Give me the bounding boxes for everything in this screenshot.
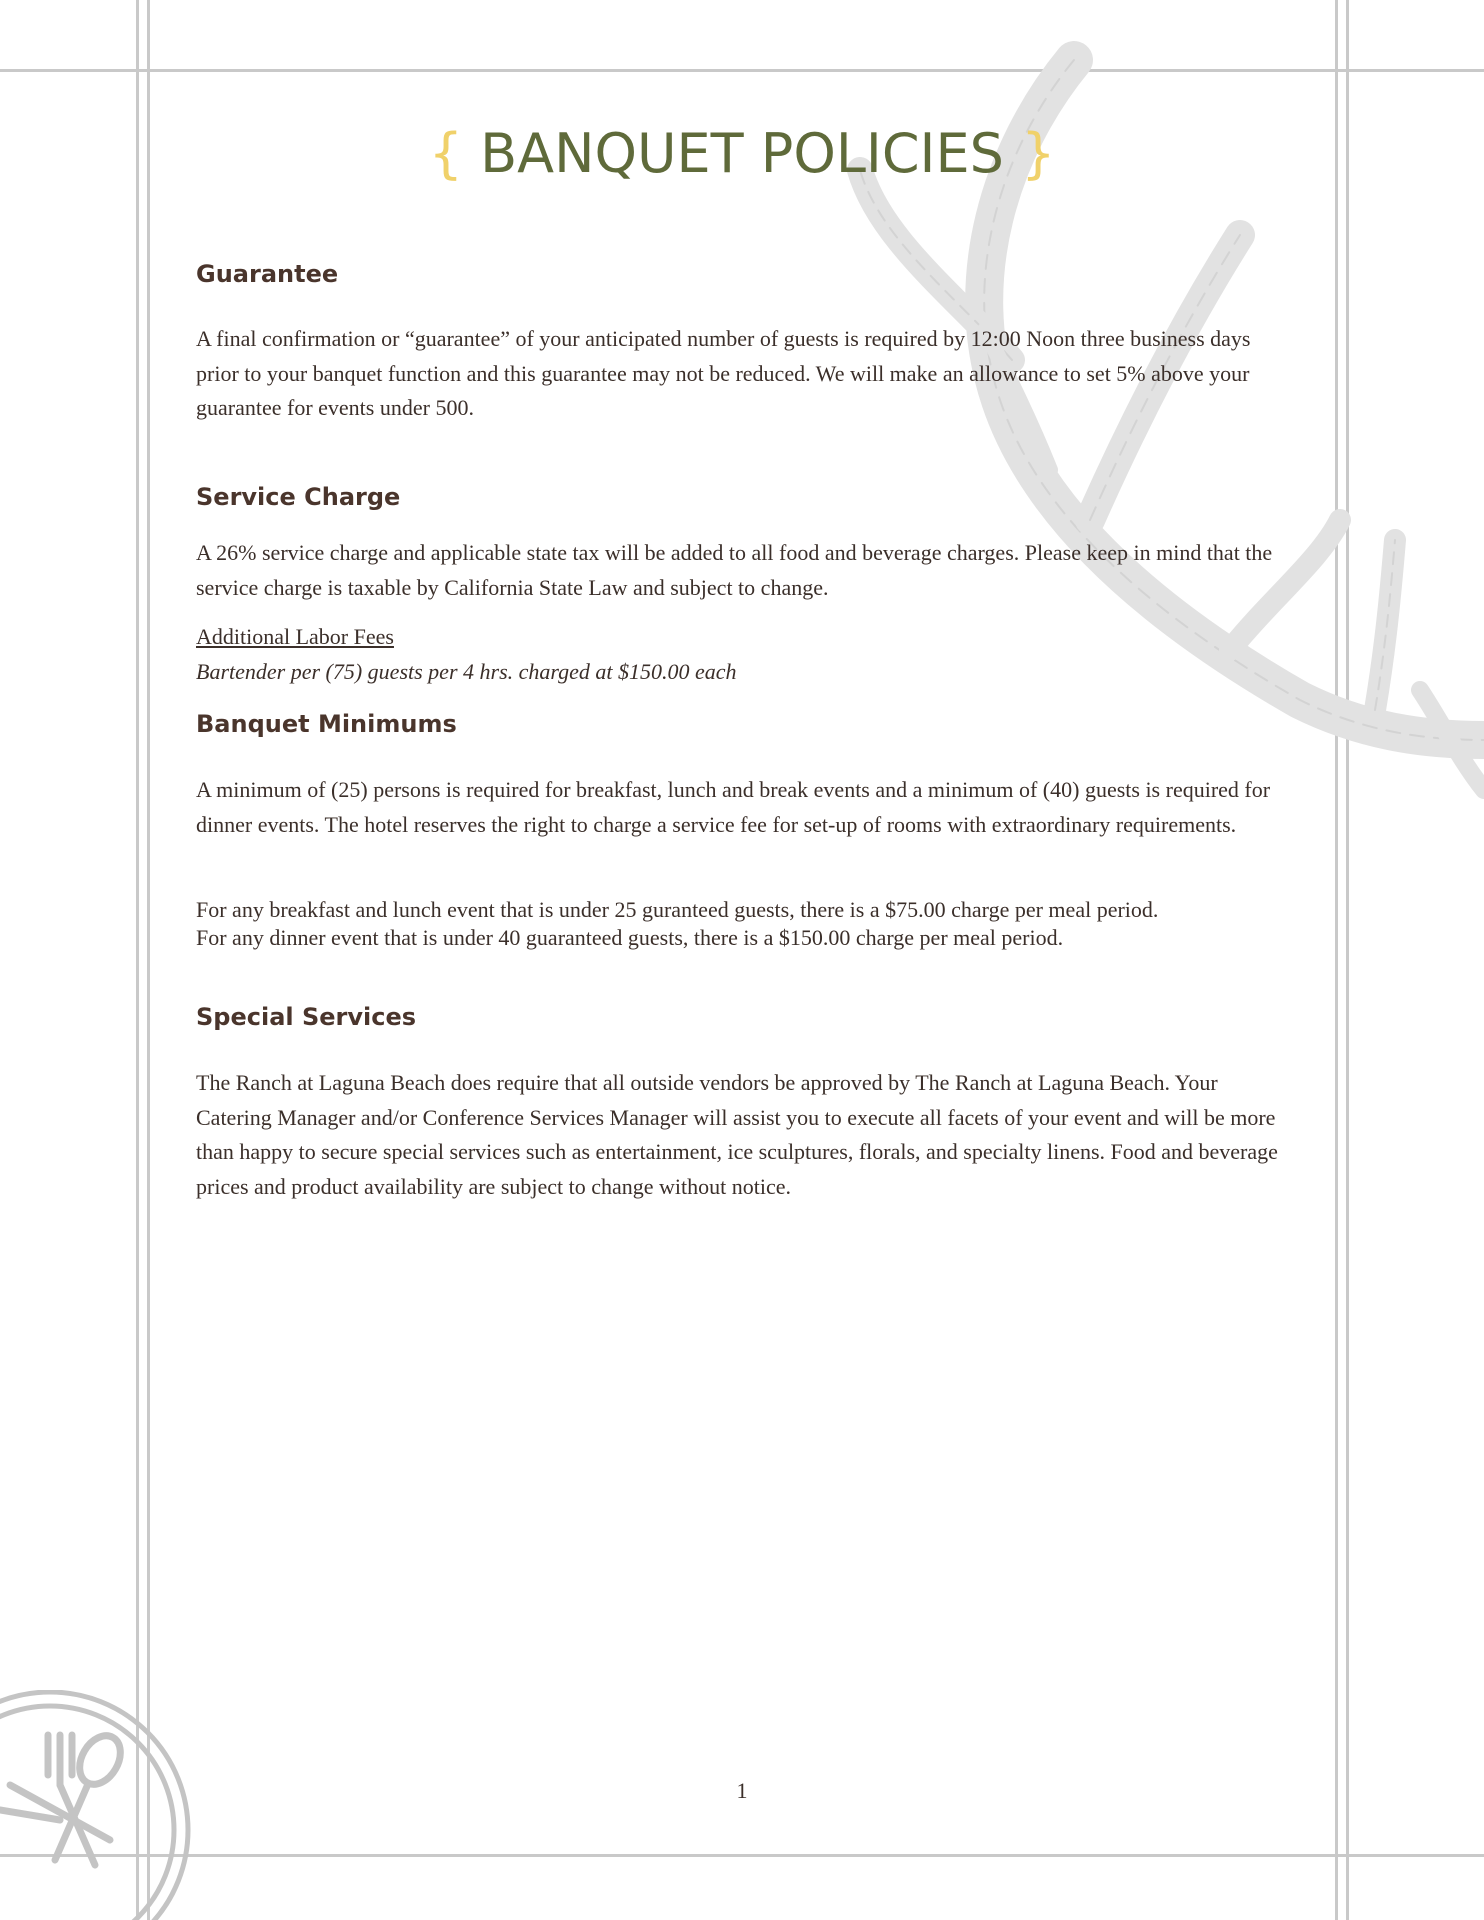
page-title — [0, 122, 1484, 185]
frame-line-right-outer — [1346, 0, 1349, 1920]
banquet-minimums-body: A minimum of (25) persons is required for breakfast, lunch and break events and a minimum of (40) guests is required for dinner events. The hotel reserves the right to charge a service fee for set-up of rooms with extraordinary requirements. — [196, 777, 1271, 837]
page-number: 1 — [736, 1778, 748, 1803]
frame-line-left-inner — [147, 0, 150, 1920]
frame-line-top — [0, 69, 1484, 72]
banquet-minimums-charge-line-1: For any breakfast and lunch event that is under 25 guranteed guests, there is a $75.00 charge per meal period. — [196, 897, 1159, 922]
special-services-heading: Special Services — [196, 1003, 417, 1031]
frame-line-bottom — [0, 1854, 1484, 1857]
service-charge-heading: Service Charge — [196, 483, 401, 511]
frame-line-right-inner — [1335, 0, 1338, 1920]
guarantee-body: A final confirmation or “guarantee” of your anticipated number of guests is required by 12:00 Noon three business days prior to your banquet function and this guarantee may not be reduced. We will make an allowance to set 5% above your guarantee for events under 500. — [196, 326, 1251, 420]
banquet-minimums-charge-line-2: For any dinner event that is under 40 guaranteed guests, there is a $150.00 charge per meal period. — [196, 925, 1064, 950]
service-charge-body: A 26% service charge and applicable state tax will be added to all food and beverage charges. Please keep in mind that the service charge is taxable by California State Law and subject to change. — [196, 540, 1273, 600]
frame-line-left-outer — [136, 0, 139, 1920]
utensils-seal-icon — [0, 1690, 200, 1920]
special-services-body: The Ranch at Laguna Beach does require that all outside vendors be approved by The Ranch at Laguna Beach. Your Catering Manager and/or Conference Services Manager will assist you to execute all facets of your event and will be more than happy to secure special services such as entertainment, ice sculptures, florals, and specialty linens. Food and beverage prices and product availability are subject to change without notice. — [196, 1070, 1278, 1199]
guarantee-heading: Guarantee — [196, 260, 339, 288]
title-open-brace: { — [428, 122, 463, 185]
additional-labor-fees-detail: Bartender per (75) guests per 4 hrs. charged at $150.00 each — [196, 659, 737, 684]
banquet-minimums-heading: Banquet Minimums — [196, 710, 457, 738]
additional-labor-fees-title: Additional Labor Fees — [196, 624, 394, 649]
title-text: BANQUET POLICIES — [480, 122, 1004, 185]
title-close-brace: } — [1021, 122, 1056, 185]
